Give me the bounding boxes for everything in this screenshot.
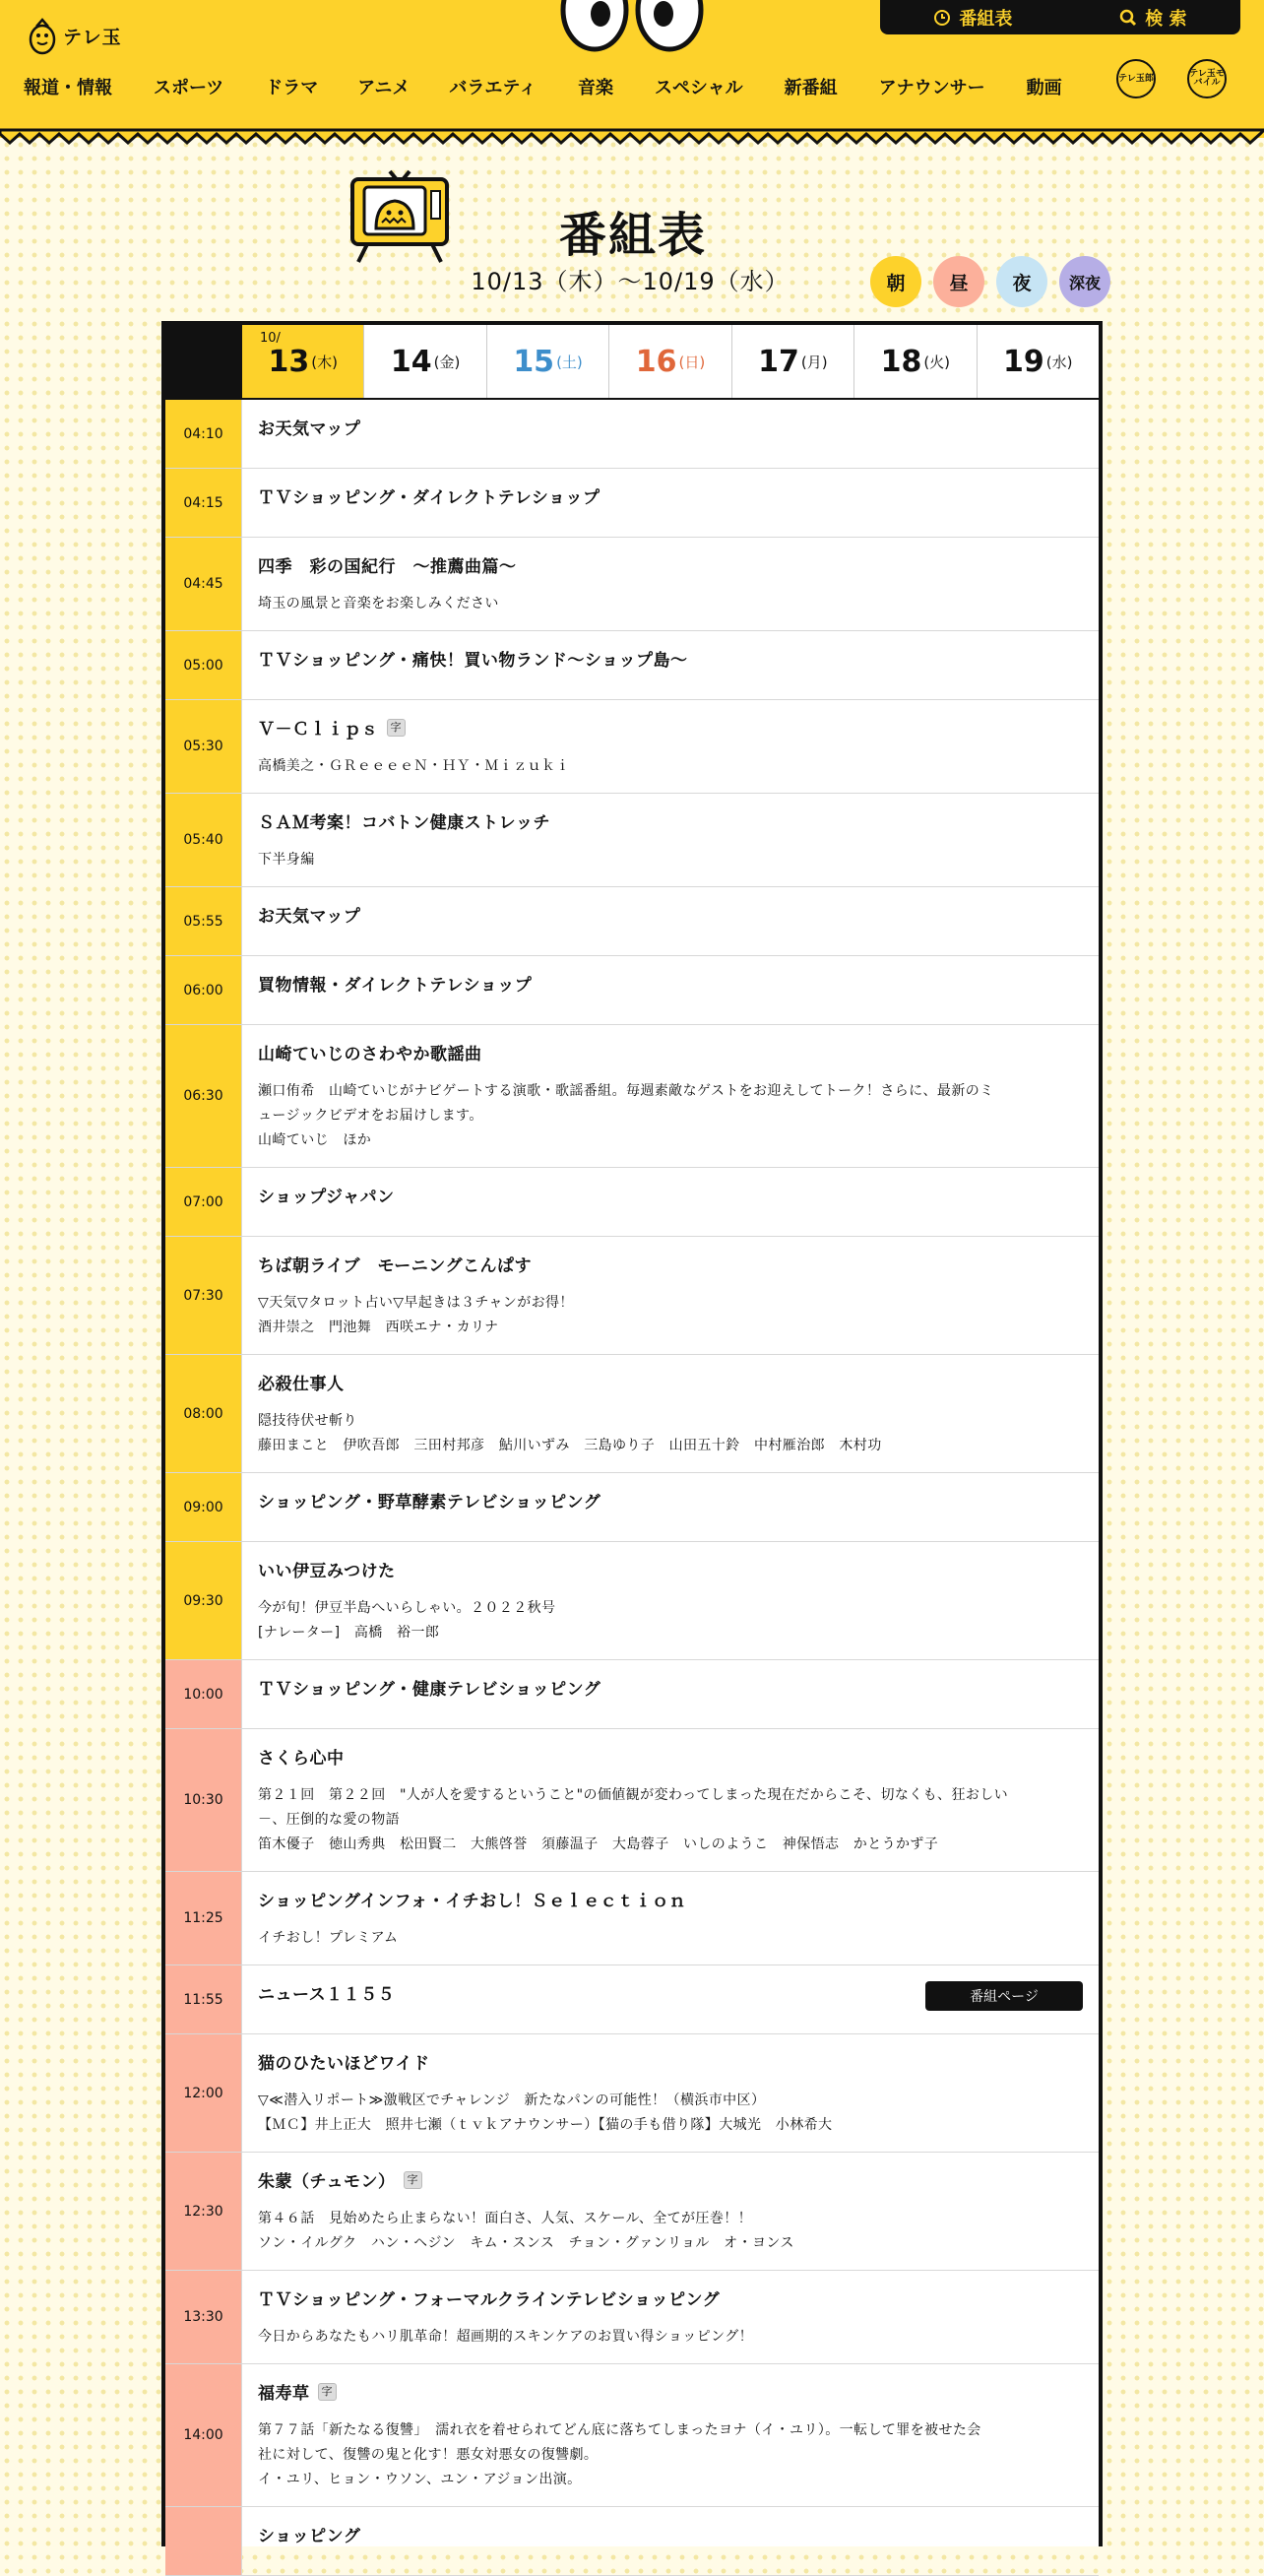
program-title-line: [258, 646, 1083, 671]
program-title: 猫のひたいほどワイド: [258, 2054, 430, 2074]
program-time: 08:00: [165, 1355, 242, 1472]
program-cell[interactable]: [242, 2507, 1099, 2575]
program-time: 12:00: [165, 2034, 242, 2152]
site-header: [0, 0, 1264, 138]
program-cell[interactable]: [242, 956, 1099, 1024]
program-title-line: [258, 1183, 1083, 1207]
tele-tama-mobile-label: テレ玉モバイル: [1189, 69, 1225, 88]
program-title-line: [258, 1675, 1083, 1700]
program-cell[interactable]: [242, 794, 1099, 886]
program-description: [258, 592, 1083, 616]
program-cell[interactable]: [242, 2364, 1099, 2506]
day-tab-weekday: (水): [1045, 353, 1073, 371]
program-row: [165, 956, 1099, 1025]
day-tab-15[interactable]: [487, 325, 609, 398]
program-list: [165, 400, 1099, 2576]
program-time: 05:30: [165, 700, 242, 793]
program-cell[interactable]: [242, 1473, 1099, 1541]
slot-noon-button[interactable]: 昼: [933, 256, 984, 307]
day-tabs: [165, 325, 1099, 400]
program-description-line: 笛木優子 徳山秀典 松田賢二 大熊啓誉 須藤温子 大島蓉子 いしのようこ 神保悟志 かとうかず子: [258, 1836, 939, 1852]
program-title: ショッピングインフォ・イチおし！Ｓｅｌｅｃｔｉｏｎ: [258, 1892, 687, 1911]
program-title: お天気マップ: [258, 419, 361, 439]
program-row: [165, 2364, 1099, 2507]
program-row: [165, 1355, 1099, 1473]
program-description-line: ▽天気▽タロット占い▽早起きは３チャンがお得！: [258, 1295, 574, 1311]
program-time: 04:45: [165, 538, 242, 630]
clock-icon: [933, 9, 951, 27]
program-cell[interactable]: [242, 400, 1099, 468]
program-cell[interactable]: [242, 700, 1099, 793]
tele-tamaro-link[interactable]: [1116, 59, 1156, 98]
program-title: 山崎ていじのさわやか歌謡曲: [258, 1045, 482, 1064]
day-tab-weekday: (金): [433, 353, 461, 371]
program-description-line: ソン・イルグク ハン・ヘジン キム・スンス チョン・グァンリョル オ・ヨンス: [258, 2235, 794, 2251]
time-slot-buttons: [870, 256, 1110, 307]
day-tab-weekday: (月): [800, 353, 828, 371]
program-title-line: [258, 552, 1083, 577]
program-description-line: 第４６話 見始めたら止まらない！面白さ、人気、スケール、全てが圧巻！！: [258, 2211, 753, 2226]
program-description-line: [ナレーター] 高橋 裕一郎: [258, 1625, 440, 1641]
program-title-line: [258, 1370, 1083, 1394]
program-cell[interactable]: [242, 1872, 1099, 1964]
program-title: ショップジャパン: [258, 1188, 395, 1207]
program-cell[interactable]: [242, 1729, 1099, 1871]
program-description: [258, 2089, 1083, 2138]
day-tab-18[interactable]: [854, 325, 977, 398]
program-title-line: [258, 2286, 1083, 2310]
day-tab-14[interactable]: [364, 325, 486, 398]
program-cell[interactable]: [242, 469, 1099, 537]
nav-sports[interactable]: スポーツ: [154, 78, 224, 98]
program-cell[interactable]: [242, 1355, 1099, 1472]
nav-special[interactable]: スペシャル: [654, 78, 743, 98]
program-time: 06:30: [165, 1025, 242, 1167]
program-row: [165, 1473, 1099, 1542]
program-title: ＴＶショッピング・健康テレビショッピング: [258, 1680, 601, 1700]
program-time: 12:30: [165, 2153, 242, 2270]
program-cell[interactable]: [242, 1542, 1099, 1659]
subtitle-badge: 字: [404, 2171, 423, 2189]
program-title: ニュース１１５５: [258, 1985, 396, 2005]
program-row: [165, 2271, 1099, 2364]
program-title: Ｖ－Ｃｌｉｐｓ: [258, 720, 379, 740]
program-time: 07:00: [165, 1168, 242, 1236]
program-description-line: 藤田まこと 伊吹吾郎 三田村邦彦 鮎川いずみ 三島ゆり子 山田五十鈴 中村雁治郎 木村功: [258, 1438, 882, 1453]
day-tab-17[interactable]: [732, 325, 854, 398]
program-title: ちば朝ライブ モーニングこんぱす: [258, 1256, 532, 1276]
program-title-line: [258, 715, 1083, 740]
program-title-line: [258, 971, 1083, 996]
program-cell[interactable]: [242, 1168, 1099, 1236]
program-cell[interactable]: [242, 1660, 1099, 1728]
day-tab-number: 17: [758, 344, 799, 379]
program-time: 04:10: [165, 400, 242, 468]
program-cell[interactable]: [242, 538, 1099, 630]
program-title-line: [258, 1744, 1083, 1769]
program-description-line: 隠技待伏せ斬り: [258, 1413, 357, 1429]
program-time: 10:00: [165, 1660, 242, 1728]
nav-anime[interactable]: アニメ: [357, 78, 411, 98]
day-tab-month: 10/: [260, 331, 281, 346]
program-description-line: ュージックビデオをお届けします。: [258, 1108, 483, 1124]
program-description: [258, 1079, 1083, 1153]
program-description: [258, 848, 1083, 872]
search-link[interactable]: [1119, 5, 1186, 31]
program-cell[interactable]: [242, 1025, 1099, 1167]
program-time: 13:30: [165, 2271, 242, 2363]
program-title-line: [258, 415, 1083, 439]
program-title-line: [258, 2379, 1083, 2404]
program-description-line: 酒井崇之 門池舞 西咲エナ・カリナ: [258, 1320, 499, 1335]
program-row: [165, 1660, 1099, 1729]
program-description-line: 瀬口侑希 山崎ていじがナビゲートする演歌・歌謡番組。毎週素敵なゲストをお迎えしてトーク！さらに、最新のミ: [258, 1083, 994, 1099]
nav-music[interactable]: 音楽: [577, 78, 613, 98]
day-tab-number: 16: [635, 344, 677, 379]
program-title-line: [258, 1040, 1083, 1064]
program-title-line: [258, 2167, 1083, 2192]
program-title: 四季 彩の国紀行 ～推薦曲篇～: [258, 557, 517, 577]
program-title: 朱蒙（チュモン）: [258, 2172, 396, 2192]
program-row: [165, 1729, 1099, 1872]
logo-text: テレ玉: [63, 26, 122, 48]
program-description: [258, 2418, 1083, 2492]
program-title-line: [258, 1557, 1083, 1581]
program-title: さくら心中: [258, 1749, 345, 1769]
program-description-line: 【ＭＣ】井上正大 照井七瀬（ｔｖｋアナウンサー）【猫の手も借り隊】大城光 小林希大: [258, 2117, 833, 2133]
program-time: [165, 2507, 242, 2575]
day-tab-13[interactable]: [242, 325, 364, 398]
day-tab-weekday: (土): [556, 353, 583, 371]
program-description: [258, 1926, 1083, 1951]
program-title: ＳＡＭ考案！コバトン健康ストレッチ: [258, 813, 550, 833]
day-tab-number: 15: [513, 344, 555, 379]
tele-tamaro-label: テレ玉郎: [1118, 73, 1154, 84]
program-description-line: イ・ユリ、ヒョン・ウソン、ユン・アジョン出演。: [258, 2472, 582, 2487]
program-page-button[interactable]: 番組ページ: [925, 1981, 1083, 2011]
program-row: [165, 794, 1099, 887]
program-description: [258, 1409, 1083, 1458]
program-time: 10:30: [165, 1729, 242, 1871]
program-row: [165, 1237, 1099, 1355]
program-description-line: 高橋美之・ＧＲｅｅｅｅＮ・ＨＹ・Ｍｉｚｕｋｉ: [258, 758, 570, 774]
day-tab-weekday: (火): [923, 353, 951, 371]
day-tab-19[interactable]: [978, 325, 1099, 398]
program-title: 必殺仕事人: [258, 1375, 345, 1394]
program-time: 06:00: [165, 956, 242, 1024]
day-tab-weekday: (木): [311, 353, 338, 371]
day-tab-number: 19: [1003, 344, 1044, 379]
program-row: [165, 631, 1099, 700]
day-tab-weekday: (日): [678, 353, 706, 371]
program-description: [258, 1783, 1083, 1857]
program-cell[interactable]: [242, 1237, 1099, 1354]
program-description-line: 第２１回 第２２回 "人が人を愛するということ"の価値観が変わってしまった現在だからこそ、切なくも、狂おしい: [258, 1787, 1009, 1803]
program-title: 福寿草: [258, 2384, 310, 2404]
tele-tama-mobile-link[interactable]: [1187, 59, 1227, 98]
program-row: [165, 400, 1099, 469]
program-title-line: [258, 1252, 1083, 1276]
main-nav: [24, 69, 1062, 104]
program-title-line: [258, 1887, 1083, 1911]
nav-variety[interactable]: バラエティ: [449, 78, 537, 98]
program-row: [165, 2153, 1099, 2271]
program-description-line: 第７７話「新たなる復讐」 濡れ衣を着せられてどん底に落ちてしまったヨナ（イ・ユリ）。一転して罪を被せた会: [258, 2422, 981, 2438]
program-cell[interactable]: [242, 2034, 1099, 2152]
program-time: 14:00: [165, 2364, 242, 2506]
nav-drama[interactable]: ドラマ: [265, 78, 319, 98]
program-description-line: 下半身編: [258, 852, 315, 868]
program-time: 05:00: [165, 631, 242, 699]
program-time: 05:55: [165, 887, 242, 955]
program-cell[interactable]: [242, 887, 1099, 955]
program-time: 09:30: [165, 1542, 242, 1659]
program-title: ショッピング: [258, 2527, 361, 2546]
program-cell[interactable]: [242, 2153, 1099, 2270]
subtitle-badge: 字: [387, 719, 407, 737]
program-title: お天気マップ: [258, 907, 361, 927]
schedule-link-label: 番組表: [959, 8, 1013, 30]
day-tab-number: 14: [390, 344, 432, 379]
program-time: 11:55: [165, 1965, 242, 2033]
program-description-line: ▽≪潜入リポート≫激戦区でチャレンジ 新たなパンの可能性！（横浜市中区）: [258, 2093, 766, 2108]
program-row: [165, 1542, 1099, 1660]
nav-news[interactable]: 報道・情報: [24, 78, 112, 98]
slot-late-night-button[interactable]: 深夜: [1059, 256, 1110, 307]
site-logo[interactable]: [28, 14, 122, 57]
program-description: [258, 2325, 1083, 2350]
program-row: [165, 1168, 1099, 1237]
nav-new-programs[interactable]: 新番組: [784, 78, 838, 98]
program-row: [165, 1025, 1099, 1168]
program-time: 07:30: [165, 1237, 242, 1354]
search-icon: [1119, 9, 1137, 27]
page-title: 番組表: [558, 208, 707, 263]
search-link-label: 検 索: [1145, 8, 1187, 30]
program-description: [258, 2207, 1083, 2256]
program-row: [165, 1965, 1099, 2034]
program-description: [258, 1291, 1083, 1340]
program-cell[interactable]: [242, 2271, 1099, 2363]
tamatama-mascot-icon: [28, 16, 57, 55]
program-title: ＴＶショッピング・ダイレクトテレショップ: [258, 488, 600, 508]
program-title: ショッピング・野草酵素テレビショッピング: [258, 1493, 601, 1513]
program-title-line: [258, 483, 1083, 508]
slot-morning-button[interactable]: 朝: [870, 256, 921, 307]
program-description-line: 今が旬！伊豆半島へいらしゃい。２０２２秋号: [258, 1600, 556, 1616]
program-cell[interactable]: [242, 631, 1099, 699]
mascot-eyes-icon: [559, 0, 705, 67]
day-tab-number: 18: [880, 344, 922, 379]
day-tab-number: 13: [268, 344, 310, 379]
program-description-line: 山崎ていじ ほか: [258, 1132, 372, 1148]
program-title-line: [258, 902, 1083, 927]
program-title-line: [258, 2522, 1083, 2546]
program-time: 05:40: [165, 794, 242, 886]
program-description-line: イチおし！プレミアム: [258, 1930, 399, 1946]
program-title-line: [258, 1488, 1083, 1513]
program-description-line: 今日からあなたもハリ肌革命！超画期的スキンケアのお買い得ショッピング！: [258, 2329, 754, 2345]
program-row: [165, 538, 1099, 631]
nav-video[interactable]: 動画: [1026, 78, 1062, 98]
program-schedule: [161, 321, 1103, 2546]
program-description: [258, 1596, 1083, 1645]
tv-mascot-illustration: [347, 165, 453, 264]
program-time: 09:00: [165, 1473, 242, 1541]
program-row: [165, 1872, 1099, 1965]
date-range: 10/13（木）〜10/19（水）: [471, 268, 790, 295]
program-cell[interactable]: [242, 1965, 1099, 2033]
day-tabs-corner: [165, 325, 242, 398]
slot-night-button[interactable]: 夜: [996, 256, 1047, 307]
program-row: [165, 700, 1099, 794]
header-zigzag-edge: [0, 130, 1264, 146]
program-time: 04:15: [165, 469, 242, 537]
subtitle-badge: 字: [318, 2383, 338, 2401]
nav-announcer[interactable]: アナウンサー: [878, 78, 985, 98]
program-description-line: 社に対して、復讐の鬼と化す！悪女対悪女の復讐劇。: [258, 2447, 599, 2463]
program-title-line: [258, 2049, 1083, 2074]
day-tab-16[interactable]: [609, 325, 731, 398]
program-title: 買物情報・ダイレクトテレショップ: [258, 976, 533, 996]
program-time: 11:25: [165, 1872, 242, 1964]
program-row: [165, 469, 1099, 538]
program-row: [165, 2507, 1099, 2576]
program-row: [165, 887, 1099, 956]
program-title: いい伊豆みつけた: [258, 1562, 396, 1581]
program-description-line: 埼玉の風景と音楽をお楽しみください: [258, 596, 499, 612]
program-title: ＴＶショッピング・フォーマルクラインテレビショッピング: [258, 2290, 721, 2310]
program-description: [258, 754, 1083, 779]
program-description-line: －、圧倒的な愛の物語: [258, 1812, 400, 1828]
schedule-link[interactable]: [933, 5, 1012, 31]
program-title-line: [258, 808, 1083, 833]
program-title: ＴＶショッピング・痛快！買い物ランド～ショップ島～: [258, 651, 688, 671]
utility-bar: [880, 0, 1240, 34]
program-row: [165, 2034, 1099, 2153]
